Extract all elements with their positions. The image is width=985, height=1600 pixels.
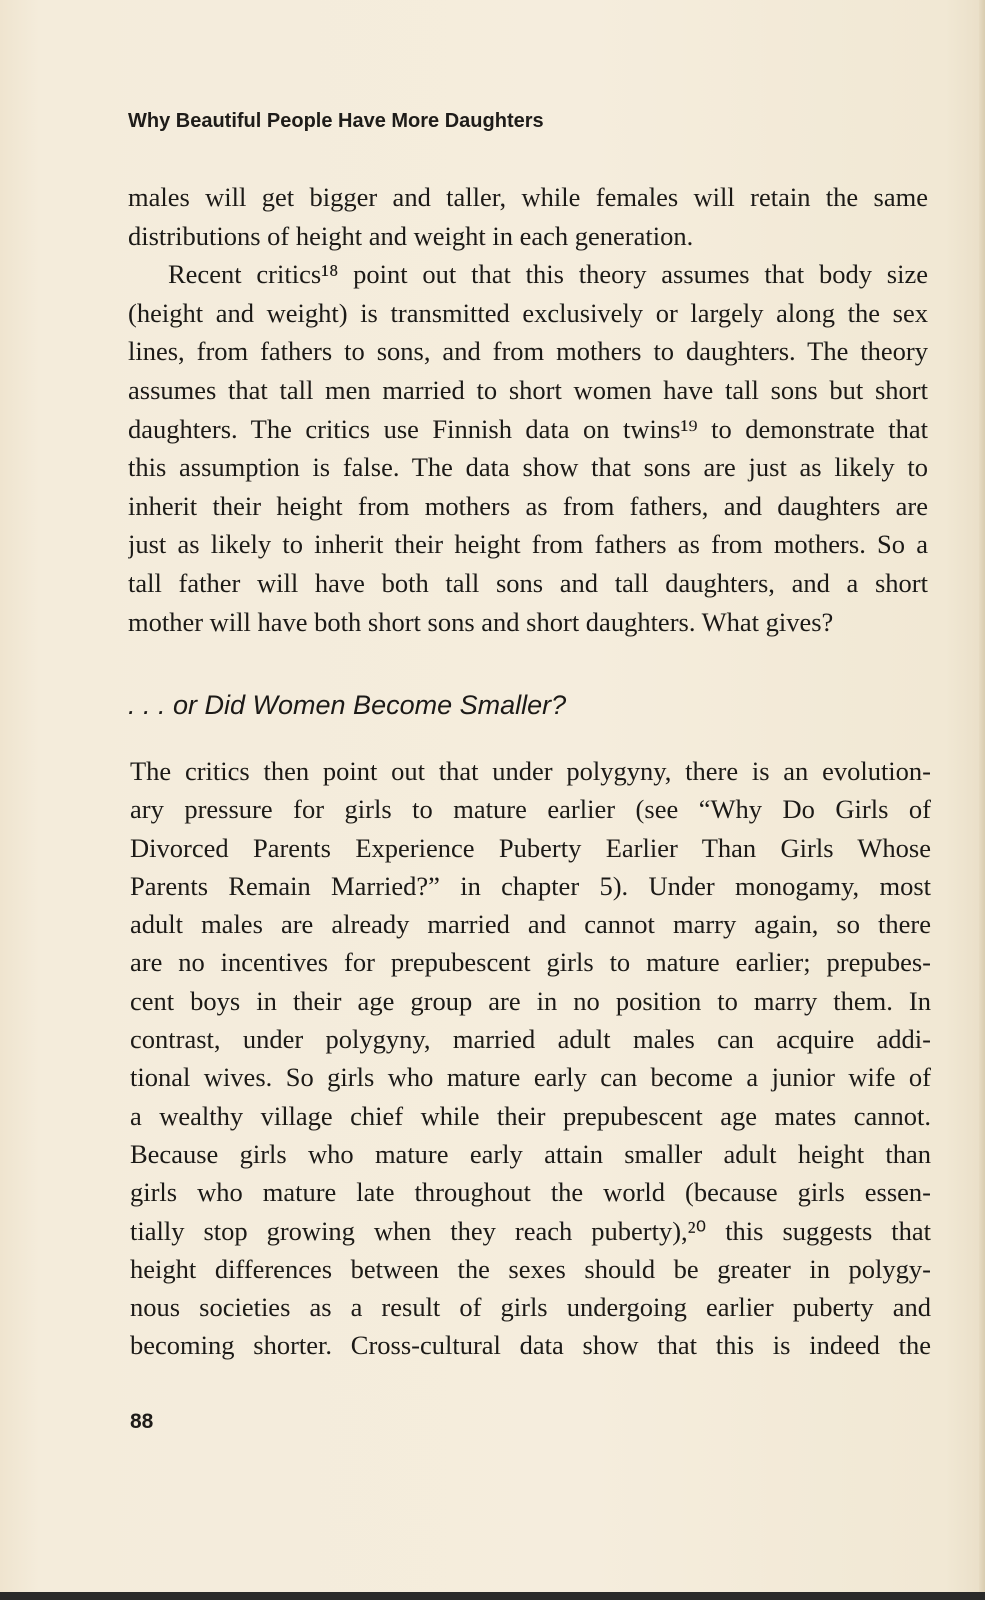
- body-text-bottom: [130, 752, 931, 1365]
- paragraph-1: [128, 178, 928, 255]
- page-bottom-edge: [0, 1592, 985, 1600]
- running-head: Why Beautiful People Have More Daughters: [128, 110, 544, 132]
- text-line: height differences between the sexes should be greater in polygy-: [130, 1253, 931, 1284]
- page-number: 88: [130, 1410, 154, 1433]
- text-line: lines, from fathers to sons, and from mothers to daughters. The theory: [128, 336, 928, 367]
- text-line: just as likely to inherit their height from fathers as from mothers. So a: [128, 529, 928, 560]
- text-line: adult males are already married and cannot marry again, so there: [130, 909, 931, 940]
- paragraph-3: [130, 752, 931, 1365]
- text-line: males will get bigger and taller, while females will retain the same: [128, 182, 928, 212]
- text-line: inherit their height from mothers as from fathers, and daughters are: [128, 490, 928, 521]
- text-line: contrast, under polygyny, married adult males can acquire addi-: [130, 1024, 931, 1055]
- text-line: The critics then point out that under polygyny, there is an evolution-: [130, 756, 931, 786]
- text-line: distributions of height and weight in each generation.: [128, 220, 694, 251]
- section-heading: . . . or Did Women Become Smaller?: [128, 690, 567, 720]
- text-line: Parents Remain Married?” in chapter 5). Under monogamy, most: [130, 870, 931, 901]
- text-line: tional wives. So girls who mature early can become a junior wife of: [130, 1062, 931, 1093]
- text-line: tially stop growing when they reach puberty),²⁰ this suggests that: [130, 1215, 931, 1246]
- text-line: daughters. The critics use Finnish data on twins¹⁹ to demonstrate that: [128, 413, 928, 444]
- text-line: mother will have both short sons and short daughters. What gives?: [128, 606, 834, 637]
- page-edge-shadow: [979, 0, 985, 1600]
- text-line: a wealthy village chief while their prepubescent age mates cannot.: [130, 1100, 931, 1131]
- text-line: are no incentives for prepubescent girls to mature earlier; prepubes-: [130, 947, 931, 978]
- paragraph-2: [128, 255, 928, 641]
- text-line: Divorced Parents Experience Puberty Earlier Than Girls Whose: [130, 832, 931, 863]
- text-line: becoming shorter. Cross-cultural data show that this is indeed the: [130, 1330, 931, 1361]
- text-line: (height and weight) is transmitted exclusively or largely along the sex: [128, 297, 928, 328]
- text-line: girls who mature late throughout the world (because girls essen-: [130, 1177, 931, 1208]
- text-line: this assumption is false. The data show that sons are just as likely to: [128, 452, 928, 483]
- text-line: ary pressure for girls to mature earlier (see “Why Do Girls of: [130, 794, 931, 825]
- text-line: nous societies as a result of girls undergoing earlier puberty and: [130, 1292, 931, 1323]
- body-text-top: [128, 178, 928, 641]
- text-line: cent boys in their age group are in no position to marry them. In: [130, 985, 931, 1016]
- text-line: Recent critics¹⁸ point out that this theory assumes that body size: [168, 259, 928, 290]
- text-line: Because girls who mature early attain smaller adult height than: [130, 1138, 931, 1169]
- text-line: tall father will have both tall sons and tall daughters, and a short: [128, 567, 928, 598]
- text-line: assumes that tall men married to short women have tall sons but short: [128, 374, 928, 405]
